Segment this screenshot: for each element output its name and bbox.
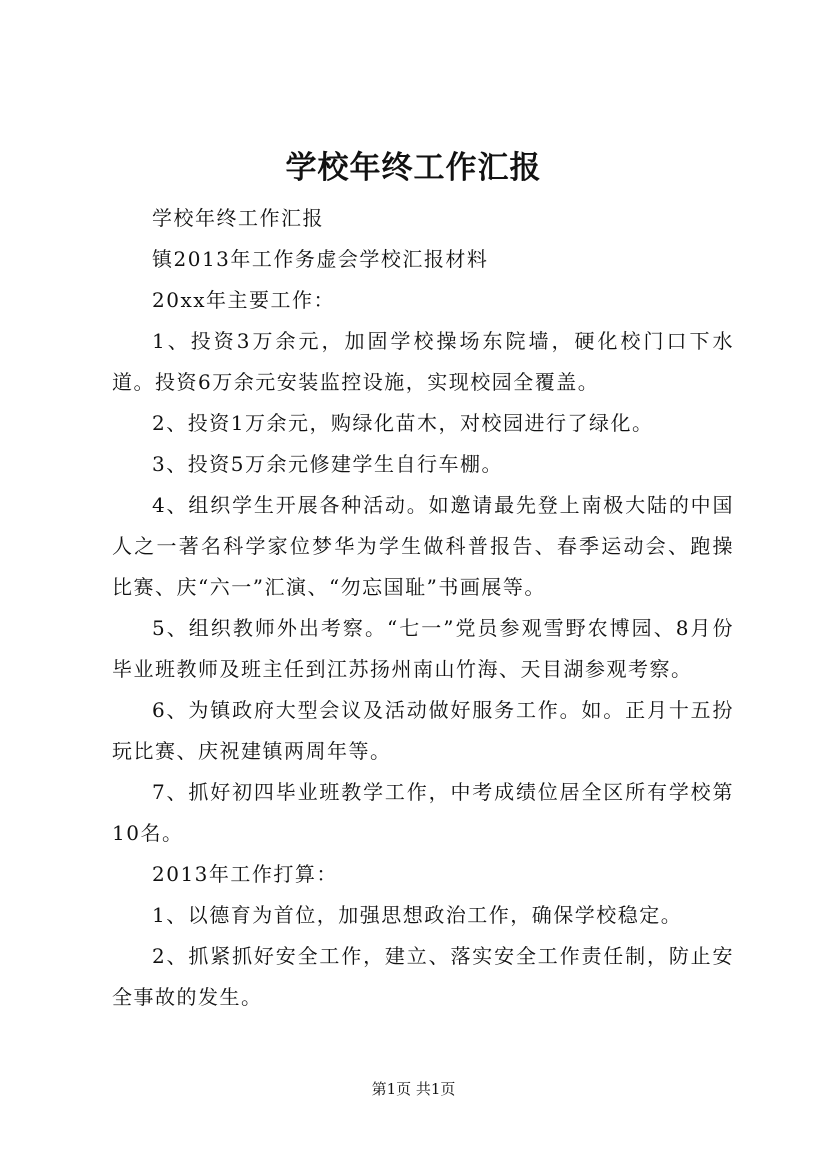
paragraph-plan-item-2: 2、抓紧抓好安全工作，建立、落实安全工作责任制，防止安全事故的发生。 [112, 944, 734, 1009]
paragraph-work-item-5: 5、组织教师外出考察。“七一”党员参观雪野农博园、8月份毕业班教师及班主任到江苏扬州南山竹海、天目湖参观考察。 [112, 616, 734, 681]
page-footer: 第1页 共1页 [371, 1080, 456, 1098]
paragraph-main-work-heading: 20xx年主要工作： [152, 288, 336, 312]
paragraph-work-item-7: 7、抓好初四毕业班教学工作，中考成绩位居全区所有学校第10名。 [112, 780, 734, 845]
document-body [112, 198, 734, 1018]
paragraph-report-material: 镇2013年工作务虚会学校汇报材料 [152, 247, 489, 271]
paragraph-work-item-3: 3、投资5万余元修建学生自行车棚。 [152, 452, 503, 476]
paragraph-subtitle: 学校年终工作汇报 [152, 206, 324, 230]
paragraph-work-item-4: 4、组织学生开展各种活动。如邀请最先登上南极大陆的中国人之一著名科学家位梦华为学生做科普报告、春季运动会、跑操比赛、庆“六一”汇演、“勿忘国耻”书画展等。 [112, 493, 734, 599]
paragraph-work-item-2: 2、投资1万余元，购绿化苗木，对校园进行了绿化。 [152, 411, 654, 435]
paragraph-plan-heading: 2013年工作打算： [152, 862, 338, 886]
paragraph-work-item-1: 1、投资3万余元，加固学校操场东院墙，硬化校门口下水道。投资6万余元安装监控设施，实现校园全覆盖。 [112, 329, 734, 394]
paragraph-work-item-6: 6、为镇政府大型会议及活动做好服务工作。如。正月十五扮玩比赛、庆祝建镇两周年等。 [112, 698, 734, 763]
paragraph-plan-item-1: 1、以德育为首位，加强思想政治工作，确保学校稳定。 [152, 903, 683, 927]
document-title: 学校年终工作汇报 [285, 150, 542, 186]
